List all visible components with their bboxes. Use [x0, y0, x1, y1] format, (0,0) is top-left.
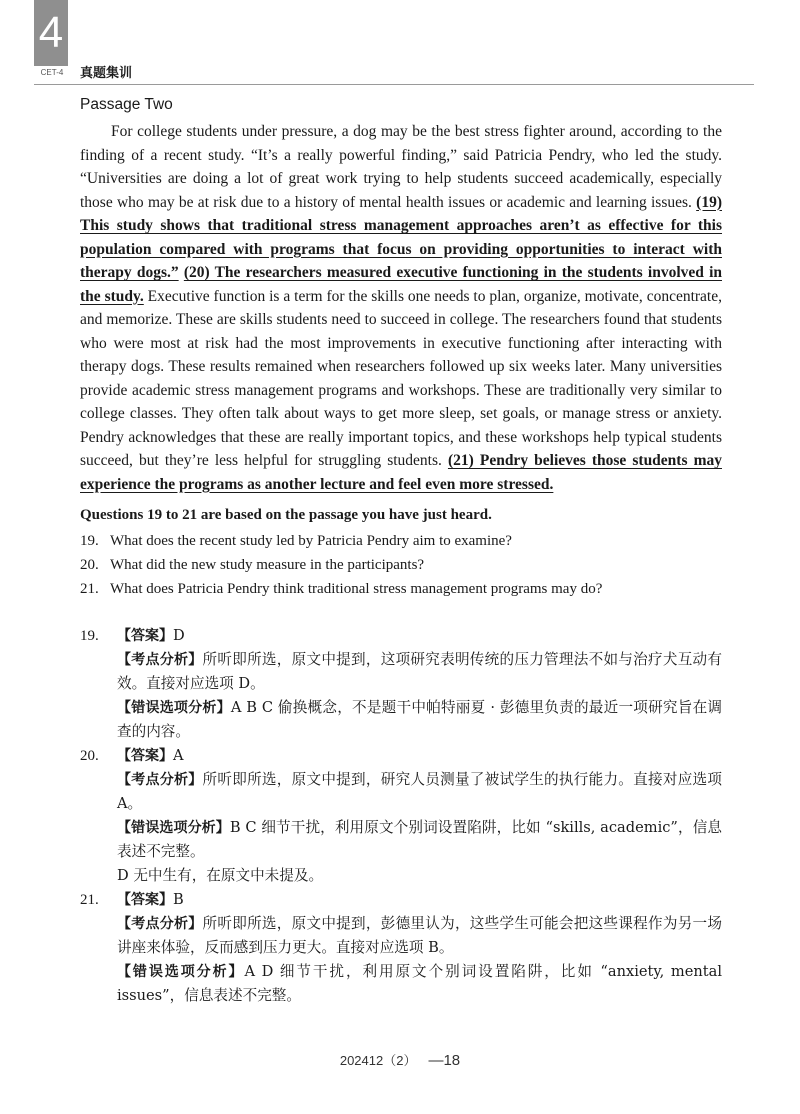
question-number: 21. [80, 581, 99, 597]
answer-line [80, 888, 722, 912]
wrong-option-analysis [80, 816, 722, 864]
answer-block-20 [80, 744, 722, 888]
wrong-text: A B C 偷换概念，不是题干中帕特丽夏 · 彭德里负责的最近一项研究旨在调查的内容。 [117, 699, 722, 740]
wrong-tag: 【错误选项分析】 [117, 820, 230, 836]
analysis [80, 648, 722, 696]
exam-label: CET-4 [40, 68, 64, 77]
answer-block-19 [80, 624, 722, 744]
page-footer [0, 1050, 800, 1069]
questions-heading: Questions 19 to 21 are based on the passage you have just heard. [80, 507, 492, 523]
answer-tag: 【答案】 [117, 748, 173, 764]
wrong-option-analysis [80, 696, 722, 744]
question-item [80, 553, 722, 577]
answer-tag: 【答案】 [117, 628, 173, 644]
wrong-tag: 【错误选项分析】 [117, 700, 231, 716]
highlight-21: (21) Pendry believes those students may experience the programs as another lecture and feel even more stressed. [80, 452, 722, 493]
passage-text-1: For college students under pressure, a dog may be the best stress fighter around, according to the finding of a recent study. “It’s a really powerful finding,” said Patricia Pendry, who led the study. “Universities are doing a lot of great work trying to help students succeed academically, especially those who may be at risk due to a history of mental health issues or academic and learning issues. [80, 123, 722, 211]
wrong-tag: 【错误选项分析】 [117, 964, 245, 980]
answer-line [80, 744, 722, 768]
question-number: 19. [80, 533, 99, 549]
analysis [80, 912, 722, 960]
analysis-text: 所听即所选，原文中提到，彭德里认为，这些学生可能会把这些课程作为另一场讲座来体验，反而感到压力更大。直接对应选项 B。 [117, 915, 722, 956]
answer-tag: 【答案】 [117, 892, 173, 908]
highlight-20: (20) The researchers measured executive functioning in the students involved in the study. [80, 264, 722, 305]
answer-line [80, 624, 722, 648]
unit-number: 4 [38, 8, 64, 57]
wrong-option-analysis [80, 960, 722, 1008]
analysis-tag: 【考点分析】 [117, 652, 203, 668]
passage-text-2: Executive function is a term for the skills one needs to plan, organize, motivate, concentrate, and memorize. These are skills students need to succeed in college. The researchers found that students who were most at risk had the most improvements in executive functioning after interacting with therapy dogs. These results remained when researchers followed up six weeks later. Many universities provide academic stress management programs and workshops. These are traditionally very similar to college classes. They often talk about ways to get more sleep, set goals, or manage stress or anxiety. Pendry acknowledges that these are really important topics, and these workshops help typical students succeed, but they’re less helpful for struggling students. [80, 287, 722, 469]
answer-value: D [173, 627, 185, 644]
analysis [80, 768, 722, 816]
issue-label: 202412（2） [339, 1053, 417, 1068]
answer-value: B [173, 891, 184, 908]
answer-number: 19. [80, 628, 99, 644]
answer-list [80, 624, 722, 1008]
page-number: —18 [428, 1052, 461, 1069]
analysis-text: 所听即所选，原文中提到，研究人员测量了被试学生的执行能力。直接对应选项 A。 [117, 771, 722, 812]
analysis-tag: 【考点分析】 [117, 916, 203, 932]
unit-tab [34, 0, 68, 66]
question-text: What does Patricia Pendry think traditional stress management programs may do? [110, 581, 603, 597]
question-text: What did the new study measure in the participants? [110, 557, 425, 573]
main-content [80, 96, 722, 1008]
answer-number: 20. [80, 748, 99, 764]
header-rule [34, 84, 754, 85]
passage-text [80, 120, 722, 496]
highlight-19: (19) This study shows that traditional stress management approaches aren’t as effective for this population compared with programs that focus on providing opportunities to interact with therapy dogs.” [80, 193, 722, 281]
wrong-text: A D 细节干扰，利用原文个别词设置陷阱，比如 “anxiety, mental issues”，信息表述不完整。 [117, 963, 723, 1004]
answer-number: 21. [80, 892, 99, 908]
analysis-text: 所听即所选，原文中提到，这项研究表明传统的压力管理法不如与治疗犬互动有效。直接对应选项 D。 [117, 651, 722, 692]
question-number: 20. [80, 557, 99, 573]
answer-block-21 [80, 888, 722, 1008]
wrong-text: B C 细节干扰，利用原文个别词设置陷阱，比如 “skills, academic”，信息表述不完整。 [117, 819, 723, 860]
passage-title: Passage Two [80, 96, 173, 113]
question-list [80, 529, 722, 601]
analysis-tag: 【考点分析】 [117, 772, 203, 788]
question-item [80, 529, 722, 553]
question-text: What does the recent study led by Patricia Pendry aim to examine? [110, 533, 512, 549]
section-title: 真题集训 [80, 66, 133, 81]
extra-note [80, 864, 722, 888]
extra-text: D 无中生有，在原文中未提及。 [117, 867, 324, 884]
question-item [80, 577, 722, 601]
answer-value: A [173, 747, 184, 764]
